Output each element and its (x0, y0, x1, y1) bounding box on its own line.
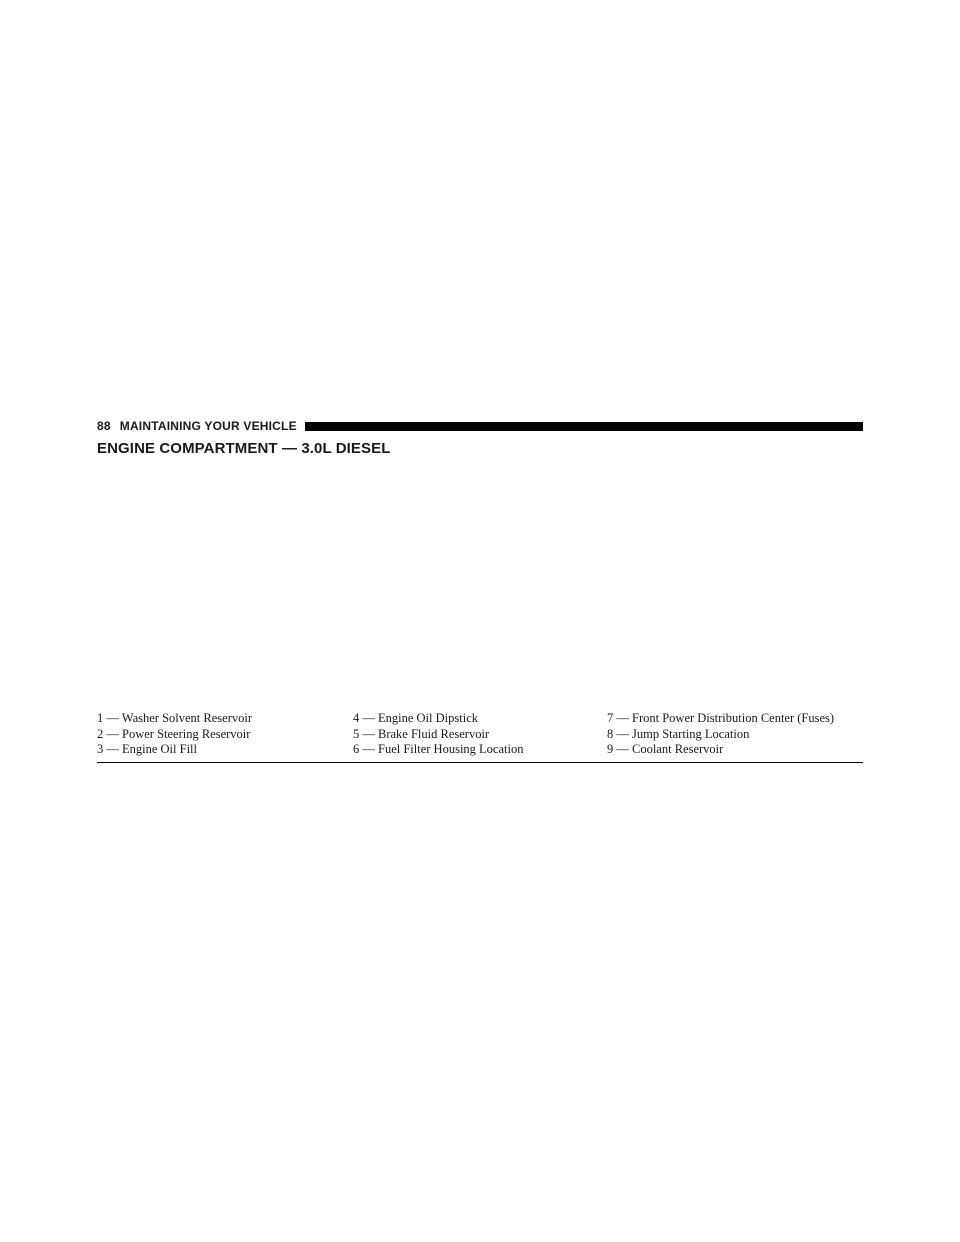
legend-item-3: 3 — Engine Oil Fill (97, 742, 197, 756)
legend-item-5: 5 — Brake Fluid Reservoir (353, 726, 490, 741)
figure-legend (97, 711, 863, 763)
section-name: MAINTAINING YOUR VEHICLE (119, 419, 297, 433)
page-title: ENGINE COMPARTMENT — 3.0L DIESEL (97, 440, 391, 457)
legend-item-2: 2 — Power Steering Reservoir (97, 726, 251, 741)
legend-row (97, 727, 863, 743)
legend-item-8: 8 — Jump Starting Location (607, 726, 750, 741)
legend-item-6: 6 — Fuel Filter Housing Location (353, 742, 524, 756)
running-head (97, 418, 863, 434)
engine-compartment-figure (97, 466, 863, 706)
legend-item-9: 9 — Coolant Reservoir (607, 742, 724, 756)
legend-item-4: 4 — Engine Oil Dipstick (353, 711, 478, 725)
legend-row (97, 711, 863, 727)
legend-item-7: 7 — Front Power Distribution Center (Fuses) (607, 711, 835, 725)
page-number: 88 (97, 419, 111, 433)
header-rule-bar (305, 422, 863, 431)
legend-item-1: 1 — Washer Solvent Reservoir (97, 711, 252, 725)
legend-row (97, 742, 863, 758)
